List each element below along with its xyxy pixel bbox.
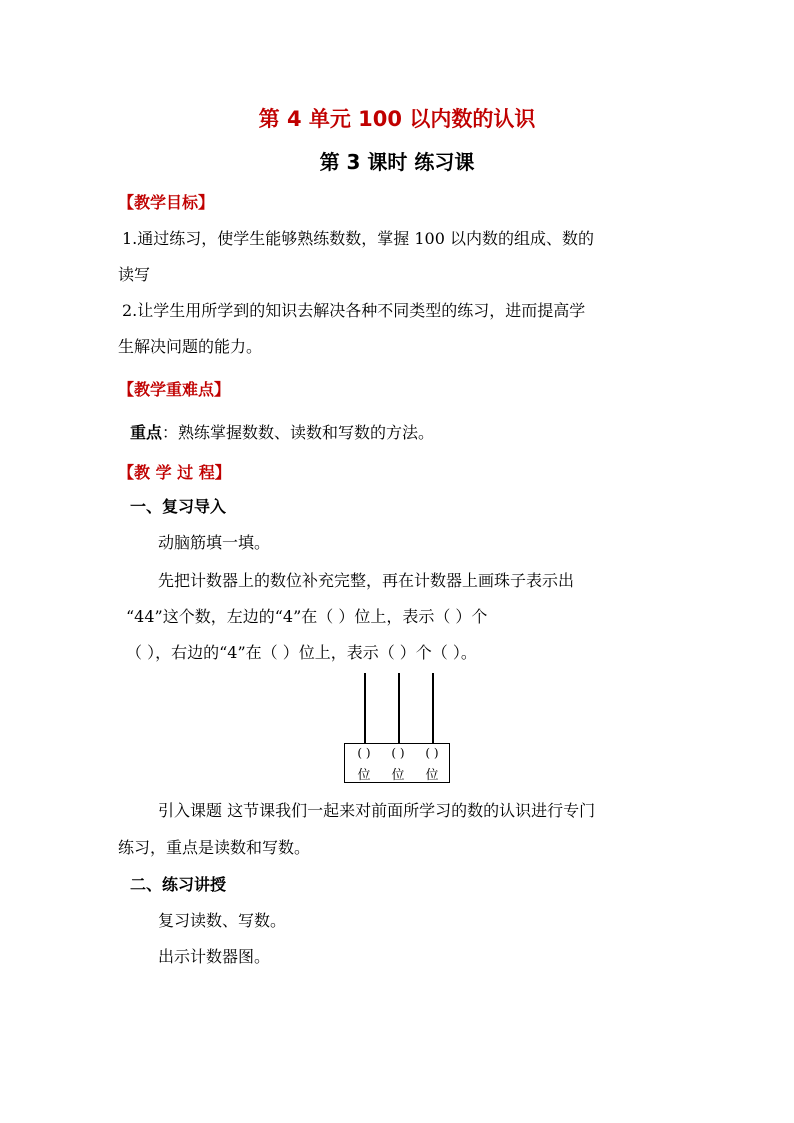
goal-2-line-2: 生解决问题的能力。 (118, 337, 263, 356)
abacus-base (344, 743, 450, 783)
place-unit: 位 (425, 768, 439, 783)
abacus-rod (432, 673, 434, 743)
part-1-heading: 一、复习导入 (130, 497, 227, 516)
intro-line-1: 引入课题 这节课我们一起来对前面所学习的数的认识进行专门 (158, 801, 596, 820)
place-slot: ( ) (425, 746, 439, 760)
section-key-points-heading: 【教学重难点】 (118, 380, 231, 399)
place-unit: 位 (357, 768, 371, 783)
part-1-line-2: 先把计数器上的数位补充完整，再在计数器上画珠子表示出 (158, 571, 575, 590)
key-point-line (130, 420, 434, 443)
intro-line-2: 练习，重点是读数和写数。 (118, 838, 311, 857)
part-1-line-3: “44”这个数，左边的“4”在（ ）位上，表示（ ）个 (126, 607, 488, 626)
goal-2-line-1: 2.让学生用所学到的知识去解决各种不同类型的练习，进而提高学 (122, 301, 586, 320)
part-2-line-1: 复习读数、写数。 (158, 911, 287, 930)
key-point-text: ：熟练掌握数数、读数和写数的方法。 (162, 423, 435, 442)
key-point-label: 重点 (130, 423, 163, 442)
place-unit: 位 (391, 768, 405, 783)
part-1-line-4: （ ），右边的“4”在（ ）位上，表示（ ）个（ ）。 (126, 643, 477, 662)
place-slot: ( ) (357, 746, 371, 760)
goal-1-line-2: 读写 (118, 265, 151, 284)
page-title: 第 4 单元 100 以内数的认识 (258, 107, 536, 131)
section-process-heading: 【教 学 过 程】 (118, 463, 231, 482)
place-slot: ( ) (391, 746, 405, 760)
abacus-rod (364, 673, 366, 743)
part-2-heading: 二、练习讲授 (130, 875, 227, 894)
section-goals-heading: 【教学目标】 (118, 193, 215, 212)
abacus-diagram (344, 673, 450, 783)
part-1-line-1: 动脑筋填一填。 (158, 533, 271, 552)
part-2-line-2: 出示计数器图。 (158, 947, 271, 966)
lesson-subtitle: 第 3 课时 练习课 (319, 150, 475, 174)
goal-1-line-1: 1.通过练习，使学生能够熟练数数，掌握 100 以内数的组成、数的 (122, 229, 594, 248)
abacus-rod (398, 673, 400, 743)
